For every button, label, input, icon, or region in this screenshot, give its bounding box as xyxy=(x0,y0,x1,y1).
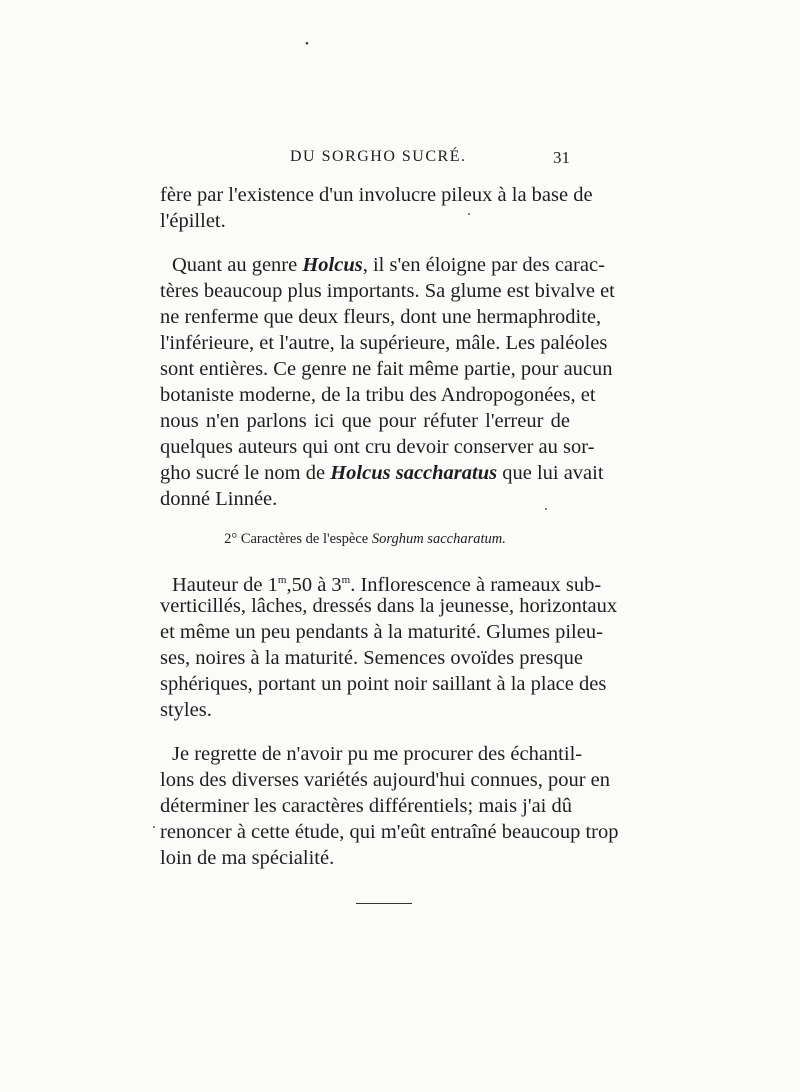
text-line: ne renferme que deux fleurs, dont une hermaphrodite, xyxy=(160,306,602,328)
text-line: ses, noires à la maturité. Semences ovoïdes presque xyxy=(160,647,583,669)
text-line: fère par l'existence d'un involucre pileux à la base de xyxy=(160,184,593,206)
paper-speck xyxy=(545,508,547,510)
text-line: loin de ma spécialité. xyxy=(160,847,335,869)
text-line: déterminer les caractères différentiels; mais j'ai dû xyxy=(160,795,572,817)
section-caption: 2° Caractères de l'espèce Sorghum saccharatum. xyxy=(224,531,506,547)
species-name: Holcus saccharatus xyxy=(330,462,498,484)
page-number: 31 xyxy=(553,148,570,167)
genus-name: Holcus xyxy=(302,254,363,276)
text-line: tères beaucoup plus importants. Sa glume est bivalve et xyxy=(160,280,615,302)
text-line: donné Linnée. xyxy=(160,488,278,510)
paper-speck xyxy=(153,826,155,828)
text-line: l'épillet. xyxy=(160,210,226,232)
text-line: sphériques, portant un point noir saillant à la place des xyxy=(160,673,607,695)
caption-species: Sorghum saccharatum. xyxy=(371,531,506,547)
text-line: Hauteur de 1$^m$,50 à 3$^m$. Inflorescence à rameaux sub- xyxy=(172,573,602,596)
text-line: styles. xyxy=(160,699,212,721)
text-line: et même un peu pendants à la maturité. Glumes pileu- xyxy=(160,621,603,643)
text-line: sont entières. Ce genre ne fait même partie, pour aucun xyxy=(160,358,613,380)
text-line: l'inférieure, et l'autre, la supérieure, mâle. Les paléoles xyxy=(160,332,608,354)
paper-speck xyxy=(468,213,470,215)
end-rule xyxy=(356,903,412,904)
text-line: quelques auteurs qui ont cru devoir conserver au sor- xyxy=(160,436,595,458)
text-line: Je regrette de n'avoir pu me procurer des échantil- xyxy=(172,743,583,765)
text-line: Quant au genre Holcus, il s'en éloigne par des carac- xyxy=(172,254,605,276)
text-line: renoncer à cette étude, qui m'eût entraîné beaucoup trop xyxy=(160,821,619,843)
text-line: lons des diverses variétés aujourd'hui connues, pour en xyxy=(160,769,611,791)
text-line: nous n'en parlons ici que pour réfuter l'erreur de xyxy=(160,410,570,432)
running-head-title: DU SORGHO SUCRÉ. xyxy=(290,148,467,165)
text-line: verticillés, lâches, dressés dans la jeunesse, horizontaux xyxy=(160,595,618,617)
text-line: botaniste moderne, de la tribu des Andropogonées, et xyxy=(160,384,596,406)
text-line: gho sucré le nom de Holcus saccharatus que lui avait xyxy=(160,462,604,484)
ornament-mark: • xyxy=(305,38,309,50)
running-head xyxy=(160,148,570,174)
